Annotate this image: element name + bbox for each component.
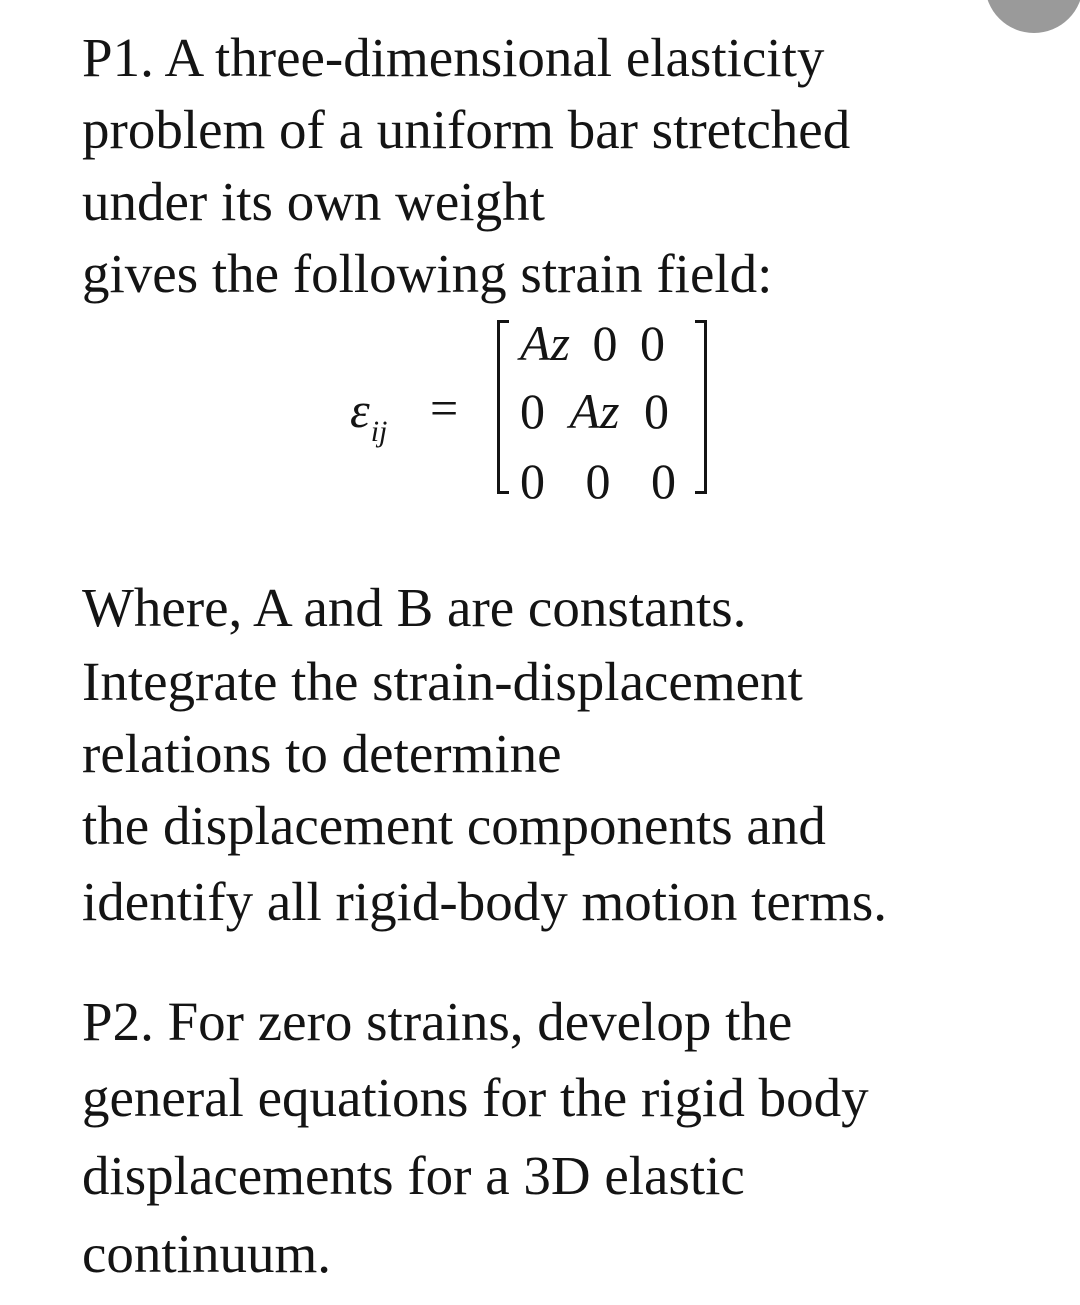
matrix-right-bracket [695,320,707,494]
matrix-row-1 [520,315,665,371]
matrix-cell: 0 [651,453,676,509]
p2-line-2: general equations for the rigid body [82,1067,869,1128]
p2-line-4: continuum. [82,1223,332,1284]
matrix-left-bracket [497,320,509,494]
matrix-cell: Az [520,315,570,371]
p1-line-2: problem of a uniform bar stretched [82,99,851,160]
p1-line-4: gives the following strain field: [82,243,773,304]
matrix-cell: 0 [585,453,611,509]
p1-followup-line-5: identify all rigid-body motion terms. [82,871,888,932]
p1-line-1: P1. A three-dimensional elasticity [82,27,825,88]
p1-line-3: under its own weight [82,171,545,232]
p1-followup-line-2: Integrate the strain-displacement [82,651,803,712]
epsilon-symbol: ε [350,382,370,438]
p1-followup-line-1: Where, A and B are constants. [82,577,747,638]
matrix-row-2 [520,383,669,439]
matrix-cell: 0 [520,383,545,439]
strain-subscript: ij [370,415,388,448]
p2-line-3: displacements for a 3D elastic [82,1145,745,1206]
matrix-cell: Az [569,383,620,439]
p1-followup-line-4: the displacement components and [82,795,826,856]
corner-avatar[interactable] [985,0,1080,33]
p1-followup-line-3: relations to determine [82,723,562,784]
matrix-cell: 0 [520,453,545,509]
p2-line-1: P2. For zero strains, develop the [82,991,793,1052]
matrix-cell: 0 [640,315,665,371]
equals-sign: = [430,380,459,436]
strain-symbol [350,382,388,448]
matrix-cell: 0 [592,315,618,371]
matrix-row-3 [520,453,676,509]
matrix-cell: 0 [644,383,669,439]
